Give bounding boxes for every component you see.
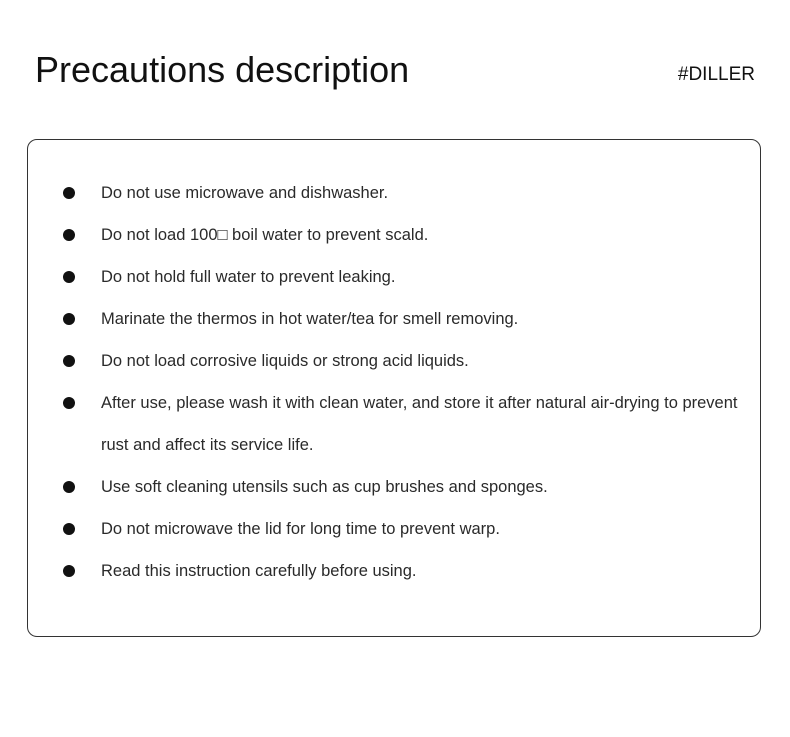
list-item xyxy=(28,466,760,508)
list-item xyxy=(28,256,760,298)
list-item-text: Do not hold full water to prevent leaking. xyxy=(101,268,396,286)
list-item-text: Do not load 100□ boil water to prevent scald. xyxy=(101,226,429,244)
bullet-icon xyxy=(63,523,75,535)
list-item-text: Use soft cleaning utensils such as cup brushes and sponges. xyxy=(101,478,548,496)
bullet-icon xyxy=(63,397,75,409)
list-item xyxy=(28,298,760,340)
list-item-text: Read this instruction carefully before using. xyxy=(101,562,417,580)
bullet-icon xyxy=(63,481,75,493)
list-item-text: Do not microwave the lid for long time to prevent warp. xyxy=(101,520,500,538)
list-item-text: Marinate the thermos in hot water/tea for smell removing. xyxy=(101,310,519,328)
precautions-panel xyxy=(27,139,761,637)
list-item xyxy=(28,508,760,550)
page-title: Precautions description xyxy=(35,49,410,90)
list-item xyxy=(28,382,760,466)
list-item-text: After use, please wash it with clean water, and store it after natural air-drying to prevent rust and affect its service life. xyxy=(101,394,738,454)
brand-tag: #DILLER xyxy=(677,64,755,85)
list-item xyxy=(28,550,760,592)
list-item xyxy=(28,172,760,214)
bullet-icon xyxy=(63,229,75,241)
precautions-list xyxy=(28,172,760,592)
bullet-icon xyxy=(63,313,75,325)
bullet-icon xyxy=(63,355,75,367)
list-item xyxy=(28,214,760,256)
bullet-icon xyxy=(63,187,75,199)
bullet-icon xyxy=(63,271,75,283)
bullet-icon xyxy=(63,565,75,577)
list-item-text: Do not load corrosive liquids or strong acid liquids. xyxy=(101,352,469,370)
list-item xyxy=(28,340,760,382)
list-item-text: Do not use microwave and dishwasher. xyxy=(101,184,389,202)
